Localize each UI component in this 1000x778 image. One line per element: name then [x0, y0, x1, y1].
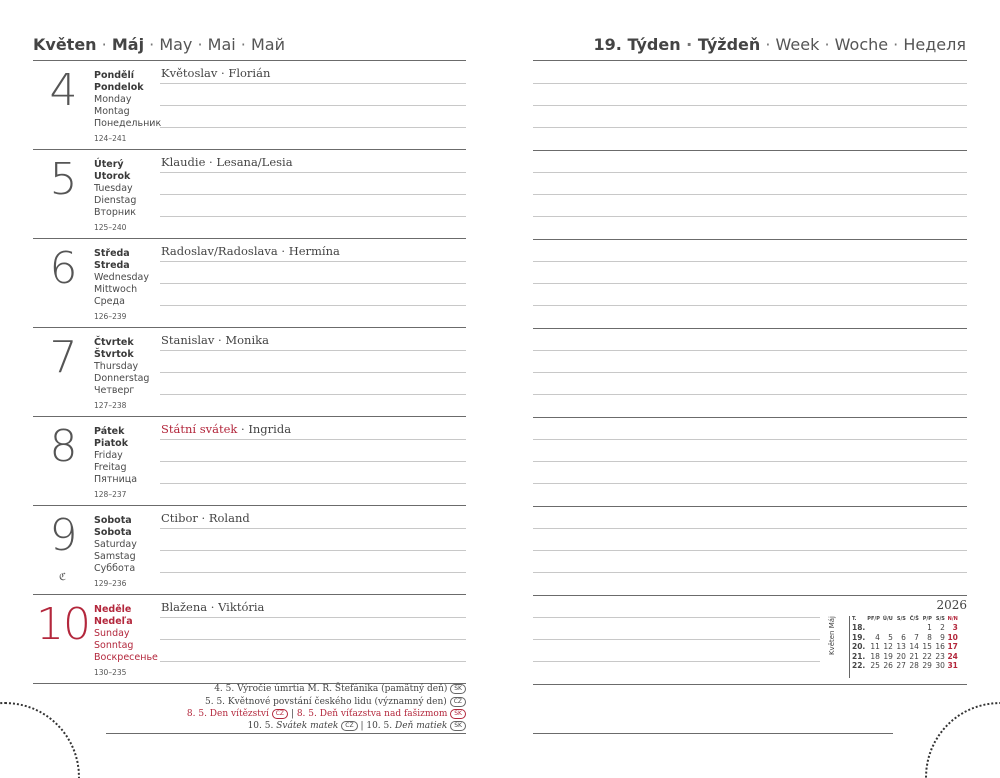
- footnote-divider: |: [290, 709, 294, 719]
- mini-calendar-day: [907, 623, 920, 633]
- mini-calendar-day: 14: [909, 642, 919, 651]
- day-number: 6: [49, 243, 77, 294]
- mini-calendar-header: N/N: [947, 615, 958, 622]
- weekday-ru: Суббота: [94, 563, 136, 574]
- mini-calendar-grid: [851, 614, 959, 671]
- writing-line: [160, 172, 466, 173]
- day-of-year: 126–239: [94, 312, 127, 321]
- writing-line: [533, 216, 967, 217]
- footnote-3b-text: 8. 5. Deň víťazstva nad fašizmom: [296, 709, 448, 719]
- mini-calendar-day: 24: [947, 651, 958, 661]
- writing-line: [533, 127, 967, 128]
- weekday-de: Dienstag: [94, 195, 137, 206]
- mini-calendar-day: [881, 623, 894, 633]
- writing-line: [160, 127, 466, 128]
- mini-calendar-week: [851, 642, 959, 652]
- writing-line: [533, 305, 967, 306]
- weekday-en: Thursday: [94, 361, 139, 372]
- weekday-de: Freitag: [94, 462, 127, 473]
- day-of-year: 127–238: [94, 401, 127, 410]
- cz-badge: CZ: [450, 697, 466, 707]
- day-block: [33, 328, 466, 417]
- month-ru: Май: [250, 35, 285, 54]
- writing-line: [533, 105, 967, 106]
- weekday-en: Sunday: [94, 628, 130, 639]
- weekday-ru: Воскресенье: [94, 652, 158, 663]
- weekday-en: Monday: [94, 94, 132, 105]
- writing-line: [533, 283, 967, 284]
- page-header-week: 19. Týden · Týždeň · Week · Woche · Неделя: [593, 35, 966, 54]
- weekday-cz: Úterý: [94, 159, 124, 170]
- mini-calendar-header: Č/Š: [909, 615, 919, 622]
- day-info: [94, 70, 160, 145]
- mini-calendar-week: [851, 652, 959, 662]
- mini-calendar-day: 11: [870, 642, 880, 651]
- day-of-year: 129–236: [94, 579, 127, 588]
- day-separator: [533, 684, 967, 685]
- cz-badge: CZ: [272, 709, 288, 719]
- mini-calendar-day: 7: [914, 632, 919, 642]
- mini-calendar-day: 28: [909, 661, 919, 670]
- writing-line: [160, 394, 466, 395]
- day-number: 7: [49, 332, 77, 383]
- mini-calendar-day: 29: [922, 661, 932, 670]
- mini-calendar-day: 3: [952, 623, 958, 632]
- mini-calendar-day: [894, 623, 907, 633]
- day-number: 5: [49, 154, 77, 205]
- writing-line: [160, 372, 466, 373]
- name-days: [161, 600, 264, 614]
- mini-calendar-day: 6: [901, 632, 906, 642]
- mini-calendar-day: 4: [875, 632, 880, 642]
- mini-calendar-header: PF/P: [867, 615, 880, 622]
- weekday-en: Friday: [94, 450, 123, 461]
- name-day-text: Stanislav · Monika: [161, 333, 269, 347]
- weekday-sk: Streda: [94, 260, 130, 271]
- writing-line: [160, 261, 466, 262]
- week-cz: 19. Týden: [593, 35, 681, 54]
- weekday-ru: Пятница: [94, 474, 138, 485]
- writing-line: [533, 261, 967, 262]
- sk-badge: SK: [450, 709, 466, 719]
- week-en: Week: [775, 35, 820, 54]
- writing-line: [533, 350, 967, 351]
- mini-calendar-day: 12: [883, 642, 893, 651]
- footnote-3a-text: 8. 5. Den vítězství: [186, 709, 269, 719]
- writing-line: [160, 83, 466, 84]
- name-days: [161, 155, 293, 169]
- moon-phase-icon: ℭ: [59, 572, 67, 583]
- weekday-sk: Utorok: [94, 171, 131, 182]
- name-day-text: Klaudie · Lesana/Lesia: [161, 155, 293, 169]
- day-separator: [533, 239, 967, 240]
- footnote-2-text: 5. 5. Květnové povstání českého lidu (významný den): [205, 697, 447, 707]
- writing-line: [160, 661, 466, 662]
- weekday-ru: Среда: [94, 296, 125, 307]
- day-info: [94, 426, 160, 501]
- day-block: [33, 239, 466, 328]
- weekday-cz: Neděle: [94, 604, 132, 615]
- weekday-cz: Čtvrtek: [94, 337, 134, 348]
- weekday-ru: Понедельник: [94, 118, 162, 129]
- name-days: [161, 422, 291, 436]
- mini-calendar-week: [851, 633, 959, 643]
- weekday-de: Donnerstag: [94, 373, 150, 384]
- mini-calendar-week: [851, 623, 959, 633]
- writing-line: [160, 528, 466, 529]
- day-block: [33, 150, 466, 239]
- day-block: [33, 417, 466, 506]
- mini-calendar-header: P/P: [922, 615, 932, 622]
- day-info: [94, 337, 160, 412]
- writing-line: [533, 439, 967, 440]
- writing-line: [533, 550, 967, 551]
- week-sk: Týždeň: [697, 35, 761, 54]
- week-de: Woche: [834, 35, 889, 54]
- mini-calendar-year: 2026: [936, 598, 967, 612]
- writing-line: [533, 528, 967, 529]
- writing-line: [160, 572, 466, 573]
- name-days: [161, 511, 250, 525]
- mini-calendar-day: 10: [947, 632, 958, 642]
- mini-calendar-day: 23: [935, 651, 945, 661]
- weekday-sk: Nedeľa: [94, 616, 133, 627]
- mini-calendar-day: 22: [922, 651, 932, 661]
- mini-calendar-day: 25: [870, 661, 880, 670]
- writing-line: [533, 394, 967, 395]
- mini-calendar-day: 18: [870, 651, 880, 661]
- name-day-text: Radoslav/Radoslava · Hermína: [161, 244, 340, 258]
- writing-line: [533, 483, 967, 484]
- mini-calendar-day: 2: [940, 623, 945, 632]
- sk-badge: SK: [450, 721, 466, 731]
- weekday-de: Samstag: [94, 551, 136, 562]
- name-day-text: Blažena · Viktória: [161, 600, 265, 614]
- footnote-4a-text: Svátek matek: [276, 721, 339, 731]
- footnote-4: [106, 720, 466, 733]
- day-separator: [533, 417, 967, 418]
- mini-calendar-day: 30: [935, 661, 945, 670]
- mini-calendar-day: 15: [922, 642, 932, 651]
- writing-line: [160, 550, 466, 551]
- writing-line: [160, 350, 466, 351]
- mini-calendar-day: 5: [888, 632, 893, 642]
- sk-badge: SK: [450, 684, 466, 694]
- writing-line: [160, 216, 466, 217]
- writing-line: [160, 439, 466, 440]
- weekday-en: Wednesday: [94, 272, 150, 283]
- footnote-4b-text: Deň matiek: [395, 721, 448, 731]
- mini-calendar-day: [866, 623, 881, 633]
- writing-line: [160, 617, 466, 618]
- writing-line: [160, 461, 466, 462]
- day-of-year: 128–237: [94, 490, 127, 499]
- day-number: 9: [49, 510, 77, 561]
- weekday-cz: Středa: [94, 248, 130, 259]
- weekday-ru: Вторник: [94, 207, 137, 218]
- mini-calendar-divider: [849, 616, 850, 678]
- day-block: [33, 61, 466, 150]
- weekday-de: Sonntag: [94, 640, 134, 651]
- week-number: 22.: [852, 661, 866, 670]
- writing-line: [533, 194, 967, 195]
- weekday-cz: Pátek: [94, 426, 125, 437]
- mini-calendar-day: 27: [896, 661, 906, 670]
- weekday-sk: Sobota: [94, 527, 132, 538]
- bottom-rule-left: [106, 733, 466, 734]
- week-ru: Неделя: [903, 35, 966, 54]
- name-days: [161, 333, 269, 347]
- mini-calendar-week: [851, 661, 959, 671]
- day-separator: [533, 595, 967, 596]
- week-number: 18.: [852, 623, 866, 632]
- weekday-sk: Štvrtok: [94, 349, 134, 360]
- month-en: May: [159, 35, 193, 54]
- name-day-text: Květoslav · Florián: [161, 66, 271, 80]
- footnote-1: [106, 683, 466, 696]
- writing-line: [533, 83, 967, 84]
- writing-line: [160, 283, 466, 284]
- day-block: [33, 595, 466, 684]
- cz-badge: CZ: [341, 721, 357, 731]
- day-info: [94, 515, 160, 590]
- day-of-year: 125–240: [94, 223, 127, 232]
- mini-calendar-day: 17: [947, 642, 958, 651]
- day-number: 10: [36, 599, 90, 650]
- day-separator: [533, 150, 967, 151]
- mini-calendar-day: 9: [940, 632, 945, 642]
- name-days: [161, 66, 270, 80]
- footnote-divider: |: [360, 721, 364, 731]
- week-number: 20.: [852, 642, 866, 651]
- writing-line: [160, 105, 466, 106]
- writing-line: [533, 572, 967, 573]
- mini-calendar-day: 1: [927, 623, 932, 632]
- mini-calendar-header: S/S: [935, 615, 945, 622]
- weekday-cz: Pondělí: [94, 70, 135, 81]
- day-of-year: 130–235: [94, 668, 127, 677]
- weekday-sk: Piatok: [94, 438, 129, 449]
- day-info: [94, 248, 160, 323]
- footnote-4b-date: 10. 5.: [366, 721, 393, 731]
- day-info: [94, 159, 160, 234]
- mini-calendar-day: 16: [935, 642, 945, 651]
- writing-line: [160, 194, 466, 195]
- day-number: 4: [49, 65, 77, 116]
- day-number: 8: [49, 421, 77, 472]
- mini-calendar-day: 19: [883, 651, 893, 661]
- mini-calendar-day: 31: [947, 661, 958, 670]
- weekday-ru: Четверг: [94, 385, 135, 396]
- bottom-rule-right: [533, 733, 893, 734]
- decorative-dotted-circle-left: [0, 702, 80, 778]
- weekday-de: Montag: [94, 106, 130, 117]
- mini-calendar-day: 20: [896, 651, 906, 661]
- mini-calendar-day: 8: [927, 632, 932, 642]
- mini-calendar-header: Ú/U: [882, 615, 893, 622]
- decorative-dotted-circle-right: [925, 702, 1000, 778]
- writing-line: [533, 372, 967, 373]
- mini-calendar-header: S/S: [896, 615, 906, 622]
- mini-calendar-month: Květen Máj: [828, 616, 836, 656]
- weekday-sk: Pondelok: [94, 82, 144, 93]
- day-info: [94, 604, 160, 679]
- name-day-text: · Ingrida: [237, 422, 292, 436]
- name-days: [161, 244, 340, 258]
- footnote-1-text: 4. 5. Výročie úmrtia M. R. Štefánika (pamätný deň): [214, 684, 448, 694]
- mini-calendar: [820, 598, 970, 680]
- month-cz: Květen: [33, 35, 97, 54]
- day-of-year: 124–241: [94, 134, 127, 143]
- weekday-en: Tuesday: [94, 183, 133, 194]
- top-rule-right: [533, 60, 967, 61]
- writing-line: [160, 639, 466, 640]
- weekday-de: Mittwoch: [94, 284, 138, 295]
- writing-line: [533, 172, 967, 173]
- day-separator: [533, 506, 967, 507]
- week-number: 19.: [852, 632, 866, 642]
- week-number: 21.: [852, 651, 866, 661]
- month-sk: Máj: [111, 35, 145, 54]
- page-header-month: Květen · Máj · May · Mai · Май: [33, 35, 285, 54]
- writing-line: [533, 461, 967, 462]
- month-de: Mai: [207, 35, 236, 54]
- holiday-label: Státní svátek: [161, 422, 238, 436]
- footnote-4a-date: 10. 5.: [247, 721, 274, 731]
- name-day-text: Ctibor · Roland: [161, 511, 250, 525]
- mini-calendar-day: 13: [896, 642, 906, 651]
- writing-line: [160, 483, 466, 484]
- weekday-cz: Sobota: [94, 515, 132, 526]
- weekday-en: Saturday: [94, 539, 137, 550]
- writing-line: [160, 305, 466, 306]
- mini-calendar-header: T.: [852, 615, 857, 622]
- mini-calendar-day: 21: [909, 651, 919, 661]
- day-separator: [533, 328, 967, 329]
- mini-calendar-day: 26: [883, 661, 893, 670]
- day-block: [33, 506, 466, 595]
